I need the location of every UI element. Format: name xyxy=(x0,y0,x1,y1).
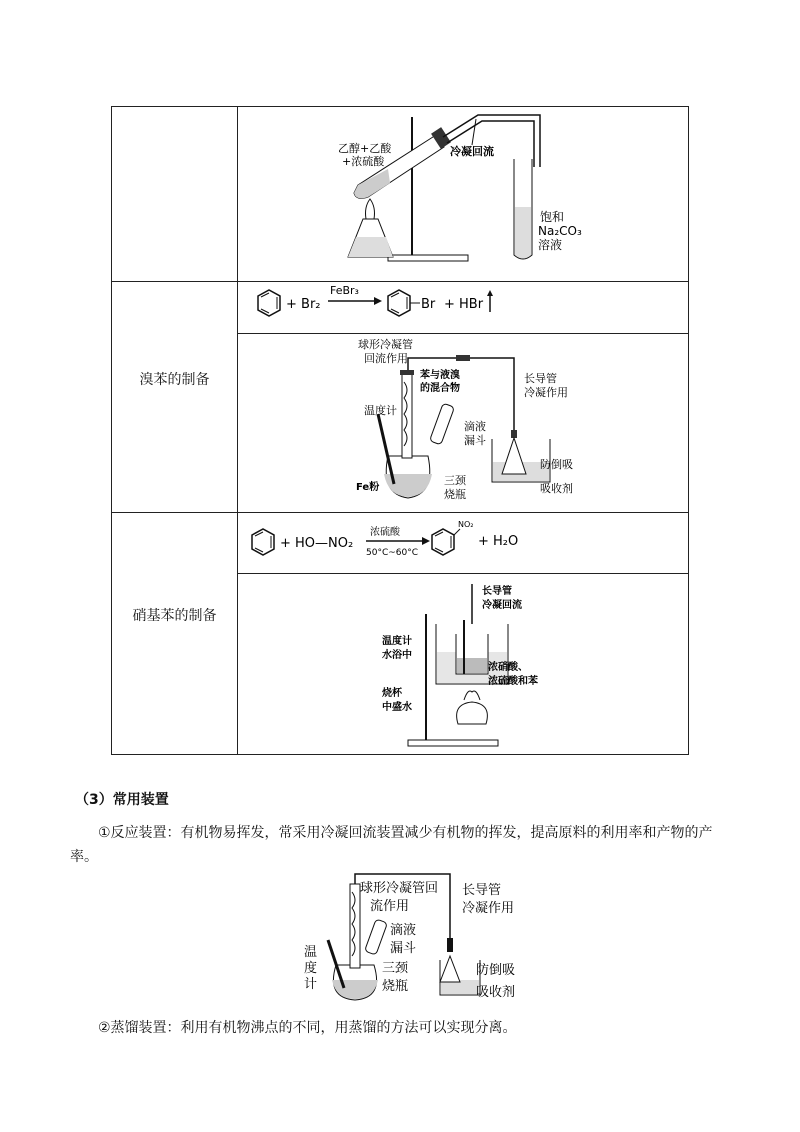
ap-antisuck: 防倒吸 xyxy=(540,458,573,471)
nitrobenzene-apparatus xyxy=(238,574,688,754)
bromobenzene-equation xyxy=(238,282,688,333)
figure-condenser-line1: 球形冷凝管回 xyxy=(360,881,439,896)
eq-catalyst: FeBr₃ xyxy=(330,284,359,297)
figure-funnel-line2: 漏斗 xyxy=(390,941,417,956)
eq-plus-h2o: + H₂O xyxy=(478,534,519,549)
ap-fe-powder: Fe粉 xyxy=(356,482,380,493)
ap-long-line1: 长导管 xyxy=(524,372,557,385)
figure-thermo-line2: 度 xyxy=(304,961,318,976)
ap-thermo-line2: 水浴中 xyxy=(382,650,412,661)
ap-mix-line1: 苯与液溴 xyxy=(420,370,460,381)
ap-flask-line2: 烧瓶 xyxy=(444,488,466,501)
eq-br: Br xyxy=(421,297,436,312)
figure-thermo-line1: 温 xyxy=(304,945,318,960)
figure-flask-line1: 三颈 xyxy=(382,961,409,976)
ap-acid-line2: 浓硫酸和苯 xyxy=(488,676,538,687)
figure-thermo-line3: 计 xyxy=(304,977,318,992)
figure-funnel-line1: 滴液 xyxy=(390,923,417,938)
mix-label-line1: 乙醇+乙酸 xyxy=(338,142,392,155)
eq-condition-bottom: 50°C~60°C xyxy=(366,548,419,558)
ap-beaker-line1: 烧杯 xyxy=(382,688,402,699)
condense-label: 冷凝回流 xyxy=(450,145,494,158)
ap-mix-line2: 的混合物 xyxy=(420,383,460,394)
preparation-table xyxy=(111,106,689,755)
eq-plus-hbr: + HBr xyxy=(444,297,484,312)
paragraph-reaction-apparatus: ①反应装置：有机物易挥发，常采用冷凝回流装置减少有机物的挥发，提高原料的利用率和产物的产率。 xyxy=(70,825,713,865)
nitrobenzene-equation xyxy=(238,513,688,573)
ap-long-line1: 长导管 xyxy=(482,586,512,597)
ap-acid-line1: 浓硝酸、 xyxy=(488,662,528,673)
ap-long-line2: 冷凝作用 xyxy=(524,386,568,399)
eq-plus-hno3: + HO—NO₂ xyxy=(280,536,354,551)
row-title-nitrobenzene: 硝基苯的制备 xyxy=(132,608,217,624)
ap-absorbent: 吸收剂 xyxy=(540,482,573,495)
figure-flask-line2: 烧瓶 xyxy=(382,979,409,994)
eq-no2: NO₂ xyxy=(458,520,474,529)
figure-long-line2: 冷凝作用 xyxy=(462,901,515,916)
reaction-apparatus-figure xyxy=(300,870,540,1005)
ap-funnel-line2: 漏斗 xyxy=(464,434,486,447)
figure-long-line1: 长导管 xyxy=(462,883,502,898)
figure-condenser-line2: 流作用 xyxy=(370,899,410,914)
mix-label-line2: +浓硫酸 xyxy=(342,155,385,168)
bromobenzene-apparatus xyxy=(238,334,688,512)
solution-label-line3: 溶液 xyxy=(538,238,563,252)
solution-label-line2: Na₂CO₃ xyxy=(538,224,582,238)
figure-antisuck: 防倒吸 xyxy=(476,963,516,978)
figure-absorbent: 吸收剂 xyxy=(476,985,516,1000)
paragraph-distillation: ②蒸馏装置：利用有机物沸点的不同，用蒸馏的方法可以实现分离。 xyxy=(98,1020,517,1036)
eq-condition-top: 浓硫酸 xyxy=(370,527,400,538)
solution-label-line1: 饱和 xyxy=(540,210,565,224)
ap-condenser-line2: 回流作用 xyxy=(364,352,408,365)
ap-long-line2: 冷凝回流 xyxy=(482,600,522,611)
ap-thermo-line1: 温度计 xyxy=(382,636,412,647)
row-title-bromobenzene: 溴苯的制备 xyxy=(139,372,210,388)
ap-funnel-line1: 滴液 xyxy=(464,420,486,433)
ap-condenser-line1: 球形冷凝管 xyxy=(358,338,413,351)
esterification-apparatus xyxy=(238,107,688,281)
ap-beaker-line2: 中盛水 xyxy=(382,702,412,713)
ap-thermometer: 温度计 xyxy=(364,404,397,417)
ap-flask-line1: 三颈 xyxy=(444,474,466,487)
eq-plus-br2: + Br₂ xyxy=(286,297,321,312)
section-heading: （3）常用装置 xyxy=(75,792,169,808)
